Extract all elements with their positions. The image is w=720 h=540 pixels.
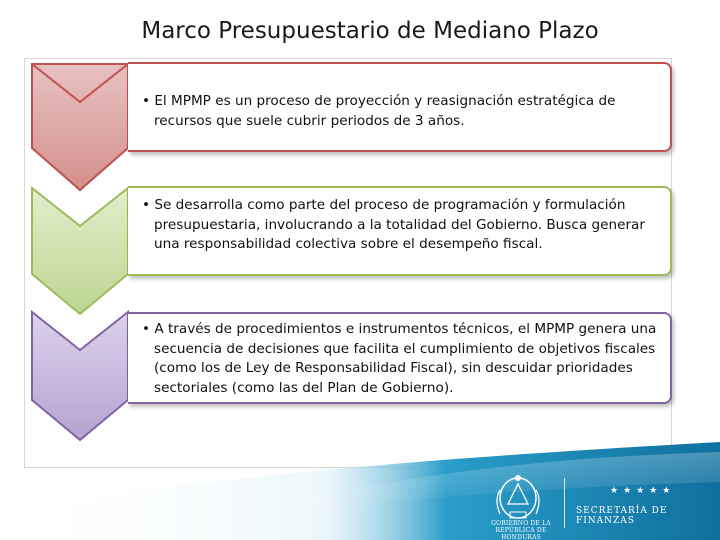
item-1-text: • El MPMP es un proceso de proyección y reasignación estratégica de recursos que suele cubrir periodos de 3 años. bbox=[142, 93, 616, 129]
chevron-2-icon bbox=[30, 186, 130, 316]
text-box-3 bbox=[128, 312, 672, 404]
stars-decoration: ★★★★★ bbox=[610, 486, 676, 496]
footer-divider bbox=[564, 478, 565, 528]
text-box-1 bbox=[128, 62, 672, 152]
slide-title: Marco Presupuestario de Mediano Plazo bbox=[141, 18, 599, 44]
ministry-label: SECRETARÍA DE FINANZAS bbox=[576, 506, 668, 526]
chevron-1-icon bbox=[30, 62, 130, 192]
text-box-2 bbox=[128, 186, 672, 276]
item-3-text: • A través de procedimientos e instrumentos técnicos, el MPMP genera una secuencia de decisiones que facilita el cumplimiento de objetivos fiscales (como los de Ley de Responsabilidad Fiscal), sin descuidar prioridades sectoriales (como las del Plan de Gobierno). bbox=[142, 321, 657, 396]
coat-of-arms-icon bbox=[484, 470, 552, 522]
chevron-3-icon bbox=[30, 310, 130, 442]
government-label: GOBIERNO DE LA REPÚBLICA DE HONDURAS bbox=[491, 520, 551, 540]
item-2-text: • Se desarrolla como parte del proceso de programación y formulación presupuestaria, involucrando a la totalidad del Gobierno. Busca generar una responsabilidad colectiva sobre el desempeño fiscal. bbox=[142, 197, 645, 252]
